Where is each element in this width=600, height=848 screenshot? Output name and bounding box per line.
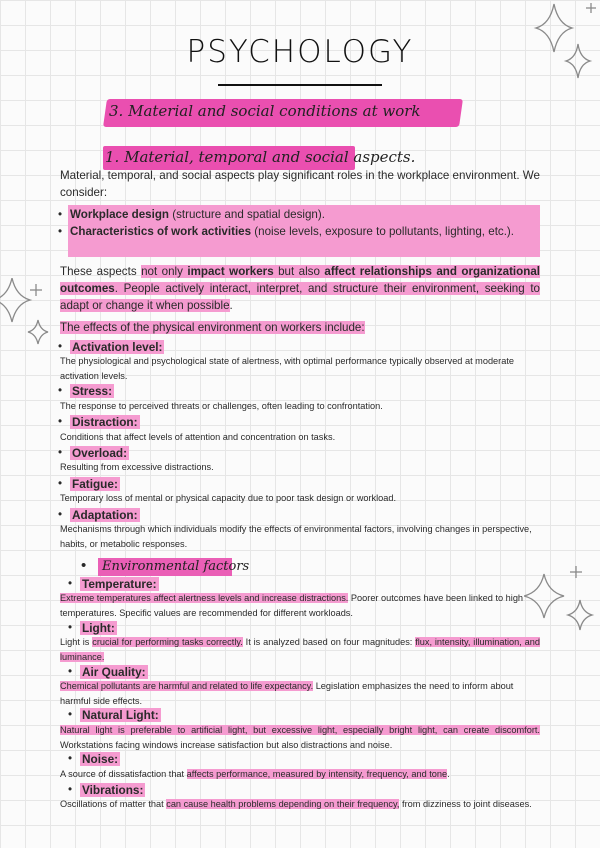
list-item-text: (noise levels, exposure to pollutants, lighting, etc.). [251,225,515,238]
effect-description: The physiological and psychological state of alertness, with optimal performance typically observed at moderate activation levels. [60,356,514,381]
factor-heading [80,707,161,724]
text-run: Poorer outcomes have been linked to high temperatures. Specific values are recommended for different workloads. [60,593,524,618]
list-item-term: Workplace design [70,208,170,221]
list-item-text: (structure and spatial design). [169,208,325,221]
text-run: . [447,769,450,779]
factor-heading [80,751,120,768]
factor-term: Light: [82,621,115,635]
effect-description: Temporary loss of mental or physical capacity due to poor task design or workload. [60,493,397,503]
factor-description [60,679,540,709]
heading-text: Environmental factors [102,559,250,574]
effect-term: Stress: [72,384,112,398]
effect-heading [70,383,114,400]
subsection-heading-text: 1. Material, temporal and social aspects. [105,148,416,166]
text-run: These aspects [60,265,142,278]
highlighted-bold-text: impact workers [187,265,274,278]
factor-term: Vibrations: [82,783,144,797]
highlighted-text: The effects of the physical environment on workers include: [60,321,365,334]
aspects-paragraph [60,263,540,314]
intro-paragraph: Material, temporal, and social aspects play significant roles in the workplace environment. We consider: [60,169,540,199]
page-title: PSYCHOLOGY [186,34,414,70]
text-run: Legislation emphasizes the need to inform about harmful side effects. [60,681,514,706]
effect-description: Mechanisms through which individuals modify the effects of environmental factors, involving changes in perspective, habits, or metabolic responses. [60,524,532,549]
section-heading-text: 3. Material and social conditions at work [109,102,421,120]
factor-term: Noise: [82,752,119,766]
effect-term: Distraction: [72,415,138,429]
section-heading [105,97,465,127]
effect-heading [70,414,140,431]
factor-description [60,723,540,753]
text-run: A source of dissatisfaction that [60,769,187,779]
factor-term: Natural Light: [82,708,159,722]
highlighted-text: Extreme temperatures affect alertness levels and increase distractions. [60,593,349,603]
factor-description [60,797,540,812]
factor-description [60,767,540,782]
list-item-term: Characteristics of work activities [70,225,252,238]
effect-description: The response to perceived threats or challenges, often leading to confrontation. [60,401,383,411]
title-underline [218,84,382,86]
environmental-factors-heading [98,558,250,576]
sparkle-decoration [0,278,60,368]
highlighted-text: crucial for performing tasks correctly. [92,637,243,647]
highlighted-text: not only [141,265,188,278]
list-item [70,206,540,223]
effect-term: Adaptation: [72,508,138,522]
effect-description: Conditions that affect levels of attention and concentration on tasks. [60,432,336,442]
factor-description [60,591,540,621]
highlighted-text: but also [273,265,325,278]
effects-intro [60,319,365,336]
factor-description [60,635,540,665]
highlighted-text: Natural light is preferable to artificial light, but excessive light, especially bright light, can create discomfort. [60,725,540,735]
effect-term: Fatigue: [72,477,118,491]
text-run: Workstations facing windows increase satisfaction but also distractions and noise. [60,740,393,750]
highlighted-text: can cause health problems depending on their frequency, [166,799,400,809]
bullet-icon: • [81,557,87,574]
text-run: from dizziness to joint diseases. [399,799,532,809]
list-item [70,223,540,240]
highlighted-text: flux, intensity, illumination, and luminance. [60,637,540,662]
effect-description: Resulting from excessive distractions. [60,462,214,472]
factor-term: Temperature: [82,577,157,591]
factor-term: Air Quality: [82,665,146,679]
text-run: Oscillations of matter that [60,799,167,809]
text-run: It is analyzed based on four magnitudes: [242,637,416,647]
highlighted-text: Chemical pollutants are harmful and related to life expectancy. [60,681,314,691]
text-run: . [229,299,233,312]
highlighted-text: affects performance, measured by intensity, frequency, and tone [186,769,448,779]
highlighted-bold-text: affect relationships and organizational outcomes [60,265,540,295]
highlighted-text: . People actively interact, interpret, and structure their environment, seeking to adapt or change it when possible [60,282,540,312]
text-run: Light is [60,637,93,647]
effect-term: Overload: [72,446,128,460]
effect-term: Activation level: [72,340,163,354]
